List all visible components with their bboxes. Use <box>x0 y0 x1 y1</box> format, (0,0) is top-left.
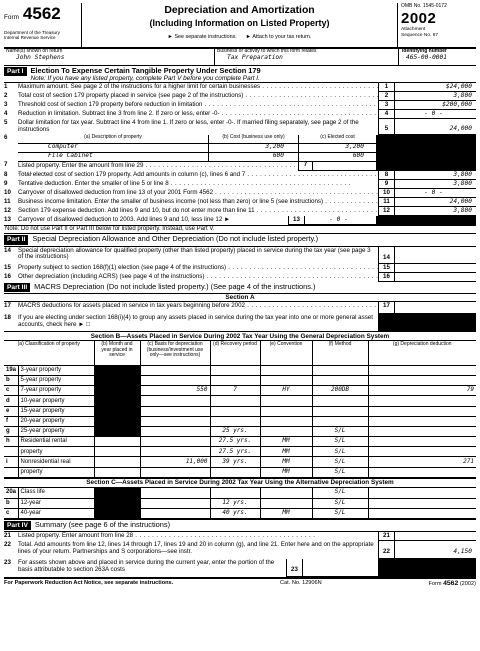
part-3-header <box>4 282 476 294</box>
table-row <box>4 375 476 385</box>
line-11-amount[interactable]: 24,000 <box>394 198 476 207</box>
convention-cell[interactable]: MM <box>260 508 312 518</box>
month-year-cell[interactable] <box>94 467 140 477</box>
classification-cell: property <box>18 467 94 477</box>
row-key: b <box>4 498 18 508</box>
line-5-box: 5 <box>378 119 394 135</box>
line-22-text: Total. Add amounts from line 12, lines 14 through 17, lines 19 and 20 in column (g), and line 21. Enter here and on the appropriate lines of your return. Partnerships and S corporations—see instr. <box>18 541 374 556</box>
month-year-cell[interactable] <box>94 437 140 447</box>
form-header <box>4 3 476 49</box>
line-4-number: 4 <box>4 110 8 118</box>
convention-cell[interactable] <box>260 375 312 385</box>
line-22-row <box>4 541 476 559</box>
table-row <box>4 498 476 508</box>
line-2-box: 2 <box>378 92 394 101</box>
line-4-text: Reduction in limitation. Subtract line 3 from line 2. If zero or less, enter -0- . . . <box>18 110 378 119</box>
table-row <box>4 457 476 467</box>
line-23-row <box>4 559 476 577</box>
month-year-cell[interactable] <box>94 508 140 518</box>
line-2-row <box>4 92 476 101</box>
row-key <box>4 467 18 477</box>
section-a-title: Section A <box>4 294 476 302</box>
row-key: b <box>4 375 18 385</box>
form-title-block <box>82 3 398 47</box>
row-key: d <box>4 396 18 406</box>
row-key: e <box>4 406 18 416</box>
line-9-amount[interactable]: 3,800 <box>394 180 476 189</box>
line-17-text: MACRS deductions for assets placed in service in tax years beginning before 2002 . . . <box>18 302 378 314</box>
method-cell[interactable]: S/L <box>312 447 368 457</box>
month-year-cell <box>94 426 140 436</box>
line-5-row <box>4 119 476 135</box>
part-4-tag: Part IV <box>4 521 31 530</box>
elected-cost[interactable]: 600 <box>298 153 376 162</box>
table-row <box>4 416 476 426</box>
month-year-cell <box>94 386 140 396</box>
col-method: (f) Method <box>312 341 368 365</box>
line-4-row <box>4 110 476 119</box>
month-year-cell[interactable] <box>94 498 140 508</box>
deduction-cell[interactable] <box>368 437 476 447</box>
part-2-title: Special Depreciation Allowance and Other Depreciation (Do not include listed property.) <box>32 234 319 244</box>
name-row <box>4 49 476 66</box>
line-12-number: 12 <box>4 207 11 215</box>
line-8-box: 8 <box>378 171 394 180</box>
col-deduction: (g) Depreciation deduction <box>368 341 476 365</box>
line-18-row <box>4 314 476 331</box>
recovery-cell[interactable] <box>210 375 260 385</box>
line-11-text: Business income limitation. Enter the smaller of business income (not less than zero) or line 5 (see instructions) . . . <box>18 198 378 207</box>
recovery-cell[interactable]: 27.5 yrs. <box>210 447 260 457</box>
recovery-cell[interactable]: 7 <box>210 386 260 396</box>
line-15-row <box>4 264 476 273</box>
convention-cell[interactable]: MM <box>260 447 312 457</box>
deduction-cell[interactable] <box>368 416 476 426</box>
col-basis: (c) Basis for depreciation (business/investment use only—see instructions) <box>140 341 210 365</box>
line-22-number: 22 <box>4 541 11 549</box>
deduction-cell[interactable] <box>368 488 476 498</box>
form-word: Form <box>4 14 19 21</box>
col-c-header: (c) Elected cost <box>298 135 376 144</box>
name-label: Name(s) shown on return <box>6 48 63 54</box>
classification-cell: 7-year property <box>18 386 94 396</box>
line-5-number: 5 <box>4 119 8 127</box>
line-12-text: Section 179 expense deduction. Add lines 9 and 10, but do not enter more than line 11 . . . <box>18 207 378 216</box>
line-14-number: 14 <box>4 246 11 254</box>
deduction-cell[interactable] <box>368 508 476 518</box>
basis-cell[interactable] <box>140 508 210 518</box>
col-recovery: (d) Recovery period <box>210 341 260 365</box>
line-8-amount[interactable]: 3,800 <box>394 171 476 180</box>
recovery-cell[interactable]: 12 yrs. <box>210 498 260 508</box>
deduction-cell[interactable] <box>368 467 476 477</box>
form-instructions <box>82 34 397 40</box>
basis-cell[interactable] <box>140 396 210 406</box>
line-1-row <box>4 83 476 92</box>
name-field[interactable]: John Stephens <box>16 53 65 61</box>
line-9-text: Tentative deduction. Enter the smaller of line 5 or line 8 . . . <box>18 180 378 189</box>
table-row <box>4 437 476 447</box>
method-cell[interactable]: S/L <box>312 498 368 508</box>
basis-cell[interactable]: 11,000 <box>140 457 210 467</box>
deduction-cell[interactable] <box>368 365 476 375</box>
row-key: g <box>4 426 18 436</box>
part-1-title: Election To Expense Certain Tangible Property Under Section 179 <box>30 66 261 75</box>
classification-cell: Nonresidential real <box>18 457 94 467</box>
line-15-text: Property subject to section 168(f)(1) election (see page 4 of the instructions) . . . <box>18 264 378 273</box>
col-b-header: (b) Cost (business use only) <box>208 135 298 144</box>
classification-cell: Residential rental <box>18 437 94 447</box>
deduction-cell[interactable] <box>368 498 476 508</box>
line-18-checkbox[interactable]: ► □ <box>78 321 90 329</box>
table-row <box>4 406 476 416</box>
part-2-header <box>4 234 476 246</box>
line-9-box: 9 <box>378 180 394 189</box>
recovery-cell[interactable] <box>210 365 260 375</box>
recovery-cell[interactable]: 27.5 yrs. <box>210 437 260 447</box>
line-13-amount[interactable]: - 0 - <box>304 216 376 225</box>
row-key: 19a <box>4 365 18 375</box>
line-2-text: Total cost of section 179 property placed in service (see page 2 of the instructions) . . . <box>18 92 378 101</box>
form-number: 4562 <box>22 4 61 23</box>
recovery-cell[interactable] <box>210 416 260 426</box>
line-16-amount[interactable] <box>394 273 476 282</box>
section-b-header-row <box>4 341 476 365</box>
line-8-row <box>4 171 476 180</box>
month-year-cell[interactable] <box>94 457 140 467</box>
omb-number: OMB No. 1545-0172 <box>401 3 447 9</box>
footer-form-id: Form 4562 (2002) <box>428 580 476 588</box>
part-3-title: MACRS Depreciation (Do not include listed property.) (See page 4 of the instructions.) <box>34 281 316 291</box>
part-2-tag: Part II <box>4 235 28 244</box>
line-18-text: If you are electing under section 168(i)(4) to group any assets placed in service during the tax year into one or more general asset accounts, check here ► □ <box>18 314 373 329</box>
deduction-cell[interactable]: 79 <box>368 386 476 396</box>
form-footer <box>4 577 476 588</box>
convention-cell[interactable]: MM <box>260 457 312 467</box>
line-13-text: Carryover of disallowed deduction to 2003. Add lines 9 and 10, less line 12 ► <box>18 216 231 224</box>
recovery-cell[interactable]: 40 yrs. <box>210 508 260 518</box>
deduction-cell[interactable] <box>368 426 476 436</box>
month-year-cell <box>94 365 140 375</box>
method-cell[interactable] <box>312 365 368 375</box>
paperwork-notice: For Paperwork Reduction Act Notice, see separate instructions. <box>4 580 174 587</box>
month-year-cell <box>94 375 140 385</box>
line-22-amount[interactable]: 4,150 <box>394 541 476 559</box>
convention-cell[interactable]: MM <box>260 437 312 447</box>
row-key: c <box>4 508 18 518</box>
classification-cell: Class life <box>18 488 94 498</box>
form-subtitle: (Including Information on Listed Property) <box>149 17 330 28</box>
id-field[interactable]: 465-00-0001 <box>406 53 447 61</box>
col-a-header: (a) Description of property <box>18 135 208 144</box>
line-3-number: 3 <box>4 101 8 109</box>
line-2-amount[interactable]: 3,800 <box>394 92 476 101</box>
line-21-box: 21 <box>378 532 394 541</box>
line-14-text: Special depreciation allowance for qualified property (other than listed property) placed in service during the tax year (see page 3 of the instructions) <box>18 246 371 261</box>
department <box>4 30 81 41</box>
row-key: f <box>4 416 18 426</box>
property-cost[interactable]: 3,200 <box>208 144 298 153</box>
line-10-text: Carryover of disallowed deduction from line 13 of your 2001 Form 4562 . . . <box>18 189 378 198</box>
basis-cell[interactable] <box>140 406 210 416</box>
basis-cell[interactable] <box>140 426 210 436</box>
method-cell[interactable]: S/L <box>312 426 368 436</box>
month-year-cell <box>94 406 140 416</box>
line-21-text: Listed property. Enter amount from line 28 . . . <box>18 532 378 541</box>
recovery-cell[interactable]: 25 yrs. <box>210 426 260 436</box>
form-title: Depreciation and Amortization <box>164 5 315 16</box>
line-7-box: 7 <box>298 162 312 171</box>
col-convention: (e) Convention <box>260 341 312 365</box>
line-10-amount[interactable]: - 0 - <box>394 189 476 198</box>
line-12-box: 12 <box>378 207 394 216</box>
part-1-tag: Part I <box>4 67 27 76</box>
row-key: h <box>4 437 18 447</box>
line-23-box: 23 <box>286 559 302 577</box>
table-row <box>4 508 476 518</box>
line-23-number: 23 <box>4 559 11 567</box>
dept-line: Internal Revenue Service <box>4 35 56 41</box>
property-desc[interactable]: Computer <box>18 144 208 153</box>
line-21-number: 21 <box>4 532 11 540</box>
section-b-title: Section B—Assets Placed in Service During 2002 Tax Year Using the General Depreciation System <box>4 331 476 341</box>
line-1-text: Maximum amount. See page 2 of the instructions for a higher limit for certain businesses . . . <box>18 83 378 92</box>
classification-cell: 3-year property <box>18 365 94 375</box>
line-16-row <box>4 273 476 282</box>
line-12-row <box>4 207 476 216</box>
line-4-amount[interactable]: - 0 - <box>394 110 476 119</box>
line-17-box: 17 <box>378 302 394 314</box>
line-6-row <box>4 153 476 162</box>
line-1-box: 1 <box>378 83 394 92</box>
line-16-box: 16 <box>378 273 394 282</box>
line-13-row <box>4 216 476 225</box>
line-15-box: 15 <box>378 264 394 273</box>
col-month-year: (b) Month and year placed in service <box>94 341 140 365</box>
classification-cell: 12-year <box>18 498 94 508</box>
part-2-lines <box>4 247 476 282</box>
table-row <box>4 488 476 498</box>
line-8-text: Total elected cost of section 179 property. Add amounts in column (c), lines 6 and 7 . . . <box>18 171 378 180</box>
month-year-cell <box>94 396 140 406</box>
recovery-cell[interactable] <box>210 467 260 477</box>
business-label: Business or activity to which this form relates <box>217 48 317 54</box>
line-11-box: 11 <box>378 198 394 207</box>
method-cell[interactable]: S/L <box>312 467 368 477</box>
line-18-number: 18 <box>4 314 11 322</box>
part-4-header <box>4 519 476 532</box>
table-row <box>4 467 476 477</box>
basis-cell[interactable]: 550 <box>140 386 210 396</box>
method-cell[interactable] <box>312 406 368 416</box>
recovery-cell[interactable]: 39 yrs. <box>210 457 260 467</box>
table-row <box>4 426 476 436</box>
line-15-number: 15 <box>4 263 11 271</box>
deduction-cell[interactable] <box>368 396 476 406</box>
line-22-box: 22 <box>378 541 394 559</box>
part-1-note: Note: If you have any listed property, complete Part V before you complete Part I. <box>30 75 260 83</box>
basis-cell[interactable] <box>140 416 210 426</box>
line-1-number: 1 <box>4 83 8 91</box>
method-cell[interactable] <box>312 396 368 406</box>
form-id-block <box>4 3 82 47</box>
month-year-cell[interactable] <box>94 447 140 457</box>
classification-cell: 20-year property <box>18 416 94 426</box>
convention-cell[interactable] <box>260 406 312 416</box>
part-1-bottom-note: Note: Do not use Part II or Part III below for listed property. Instead, use Part V. <box>4 225 476 234</box>
elected-cost[interactable]: 3,200 <box>298 144 376 153</box>
convention-cell[interactable] <box>260 396 312 406</box>
see-instructions: ► See separate instructions. <box>167 33 237 40</box>
basis-cell[interactable] <box>140 467 210 477</box>
line-14-row <box>4 247 476 264</box>
line-13-box: 13 <box>288 216 304 225</box>
section-b-table <box>4 341 476 478</box>
part-1-lines <box>4 83 476 135</box>
convention-cell[interactable] <box>260 498 312 508</box>
convention-cell[interactable]: HY <box>260 386 312 396</box>
method-cell[interactable] <box>312 375 368 385</box>
part-4-title: Summary (see page 6 of the instructions) <box>34 520 171 530</box>
basis-cell[interactable] <box>140 447 210 457</box>
line-11-row <box>4 198 476 207</box>
line-21-amount[interactable] <box>394 532 476 541</box>
attachment-label: Attachment <box>401 27 426 33</box>
line-12-amount[interactable]: 3,800 <box>394 207 476 216</box>
line-13-number: 13 <box>4 216 11 224</box>
section-c-table <box>4 488 476 519</box>
basis-cell[interactable] <box>140 375 210 385</box>
line-17-number: 17 <box>4 302 11 310</box>
classification-cell: 10-year property <box>18 396 94 406</box>
row-key: c <box>4 386 18 396</box>
convention-cell[interactable] <box>260 365 312 375</box>
id-label: Identifying number <box>402 48 447 54</box>
basis-cell[interactable] <box>140 498 210 508</box>
method-cell[interactable]: S/L <box>312 488 368 498</box>
row-key: i <box>4 457 18 467</box>
deduction-cell[interactable]: 271 <box>368 457 476 467</box>
month-year-cell[interactable] <box>94 488 140 498</box>
convention-cell[interactable] <box>260 488 312 498</box>
catalog-number: Cat. No. 12906N <box>280 580 322 587</box>
classification-cell: 40-year <box>18 508 94 518</box>
line-9-row <box>4 180 476 189</box>
method-cell[interactable]: S/L <box>312 437 368 447</box>
line-5-amount[interactable]: 24,000 <box>394 119 476 135</box>
part-1-header <box>4 66 476 83</box>
line-9-number: 9 <box>4 180 8 188</box>
month-year-cell <box>94 416 140 426</box>
line-14-amount[interactable] <box>394 247 476 264</box>
recovery-cell[interactable] <box>210 488 260 498</box>
table-row <box>4 365 476 375</box>
method-cell[interactable]: 200DB <box>312 386 368 396</box>
method-cell[interactable]: S/L <box>312 457 368 467</box>
line-10-box: 10 <box>378 189 394 198</box>
row-key: 20a <box>4 488 18 498</box>
line-23-text: For assets shown above and placed in service during the current year, enter the portion of the basis attributable to section 263A costs <box>18 559 275 574</box>
method-cell[interactable]: S/L <box>312 508 368 518</box>
line-15-amount[interactable] <box>394 264 476 273</box>
line-14-box: 14 <box>378 247 394 264</box>
attach-note: ► Attach to your tax return. <box>245 33 312 40</box>
line-10-row <box>4 189 476 198</box>
deduction-cell[interactable] <box>368 406 476 416</box>
row-key <box>4 447 18 457</box>
deduction-cell[interactable] <box>368 447 476 457</box>
line-7-row <box>4 162 476 171</box>
line-23-amount[interactable] <box>302 559 378 577</box>
line-3-text: Threshold cost of section 179 property before reduction in limitation . . . <box>18 101 378 110</box>
dept-line: Department of the Treasury <box>4 30 60 36</box>
classification-cell: 25-year property <box>18 426 94 436</box>
part-1-lines-b <box>4 171 476 216</box>
recovery-cell[interactable] <box>210 396 260 406</box>
line-17-amount[interactable] <box>394 302 476 314</box>
classification-cell: property <box>18 447 94 457</box>
line-7-number: 7 <box>4 161 8 169</box>
line-7-text: Listed property. Enter the amount from line 29 . . . <box>18 162 298 171</box>
table-row <box>4 396 476 406</box>
tax-year: 2002 <box>401 9 437 27</box>
basis-cell[interactable] <box>140 365 210 375</box>
convention-cell[interactable]: MM <box>260 467 312 477</box>
recovery-cell[interactable] <box>210 406 260 416</box>
line-21-row <box>4 532 476 541</box>
property-cost[interactable]: 600 <box>208 153 298 162</box>
convention-cell[interactable] <box>260 426 312 436</box>
sequence-number: Sequence No. 67 <box>401 32 439 38</box>
basis-cell[interactable] <box>140 437 210 447</box>
table-row <box>4 386 476 396</box>
line-5-text: Dollar limitation for tax year. Subtract line 4 from line 1. If zero or less, enter -0-. If married filing separately, see page 2 of the instructions <box>18 119 359 134</box>
line-7-amount[interactable] <box>312 162 376 171</box>
line-3-amount[interactable]: $200,000 <box>394 101 476 110</box>
omb-block <box>398 3 476 47</box>
business-field[interactable]: Tax Preparation <box>227 53 283 61</box>
line-16-text: Other depreciation (including ACRS) (see page 4 of the instructions) . . . <box>18 273 378 282</box>
line-10-number: 10 <box>4 189 11 197</box>
convention-cell[interactable] <box>260 416 312 426</box>
col-classification: (a) Classification of property <box>4 341 94 365</box>
deduction-cell[interactable] <box>368 375 476 385</box>
line-3-row <box>4 101 476 110</box>
property-desc[interactable]: File Cabinet <box>18 153 208 162</box>
line-17-row <box>4 302 476 314</box>
line-1-amount[interactable]: $24,000 <box>394 83 476 92</box>
basis-cell[interactable] <box>140 488 210 498</box>
classification-cell: 5-year property <box>18 375 94 385</box>
line-6-number: 6 <box>4 134 8 142</box>
section-c-title: Section C—Assets Placed in Service During 2002 Tax Year Using the Alternative Depreciation System <box>4 478 476 488</box>
line-16-number: 16 <box>4 272 11 280</box>
line-3-box: 3 <box>378 101 394 110</box>
line-8-number: 8 <box>4 171 8 179</box>
table-row <box>4 447 476 457</box>
line-4-box: 4 <box>378 110 394 119</box>
method-cell[interactable] <box>312 416 368 426</box>
part-3-tag: Part III <box>4 283 30 292</box>
line-11-number: 11 <box>4 198 11 206</box>
shaded-area <box>376 135 476 144</box>
line-2-number: 2 <box>4 92 8 100</box>
classification-cell: 15-year property <box>18 406 94 416</box>
